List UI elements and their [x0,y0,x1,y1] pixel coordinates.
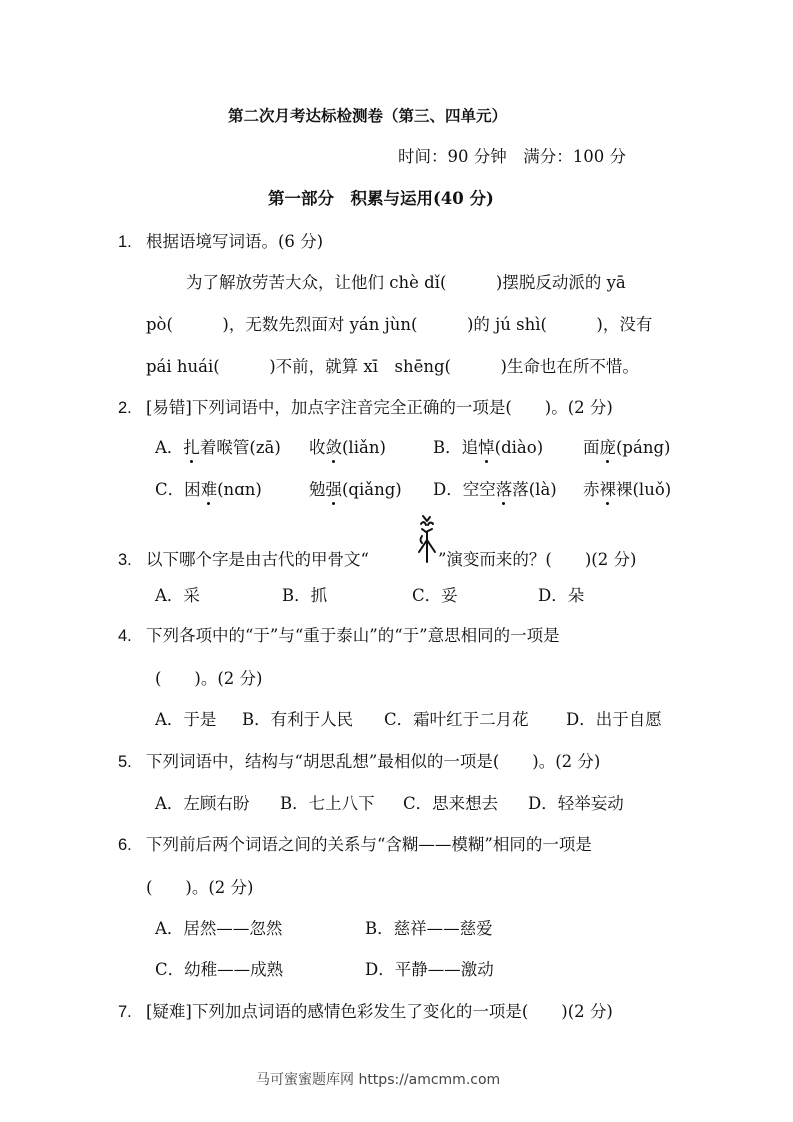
option-d: D．平静——激动 [365,960,494,979]
option-c: C．霜叶红于二月花 [384,710,529,729]
question-stem: 下列各项中的“于”与“重于泰山”的“于”意思相同的一项是 [146,626,560,645]
passage-line: pái huái( )不前，就算 xī shēng( )生命也在所不惜。 [146,357,639,376]
option-c: C．幼稚——成熟 [155,960,284,979]
question-stem-part1: 以下哪个字是由古代的甲骨文“ [146,550,369,569]
passage-line: 为了解放劳苦大众，让他们 chè dǐ( )摆脱反动派的 yā [186,273,626,292]
option-c: C．困难(nɑn) [155,480,262,499]
question-number: 2. [118,399,132,417]
option-b: B．追悼(diào) [433,438,544,457]
dotted-char: 落 [495,480,513,499]
question-number: 5. [118,753,132,771]
question-stem-continued: ( )。(2 分) [155,669,263,688]
question-stem: 根据语境写词语。(6 分) [146,232,324,251]
option-b-word2: 面庞(páng) [583,438,671,457]
question-number: 3. [118,551,132,569]
option-b: B．七上八下 [280,794,375,813]
option-c: C．思来想去 [403,794,499,813]
time-info: 时间：90 分钟 满分：100 分 [398,147,626,166]
footer-watermark: 马可蜜蜜题库网 https://amcmm.com [256,1072,501,1088]
dotted-char: 强 [325,480,342,499]
dotted-char: 庞 [599,438,616,457]
dotted-char: 裸 [599,480,616,499]
option-a-word2: 收敛(liǎn) [309,438,386,457]
option-d: D．轻举妄动 [528,794,624,813]
option-c-word2: 勉强(qiǎng) [309,480,402,499]
dotted-char: 难 [200,480,218,499]
question-stem: 下列前后两个词语之间的关系与“含糊——模糊”相同的一项是 [146,835,592,854]
question-number: 1. [118,233,132,251]
section-title: 第一部分 积累与运用(40 分) [268,189,494,208]
option-c: C．妥 [412,586,458,605]
exam-title: 第二次月考达标检测卷（第三、四单元） [228,106,508,125]
option-b: B．有利于人民 [242,710,354,729]
option-d: D．朵 [538,586,585,605]
question-stem: [疑难]下列加点词语的感情色彩发生了变化的一项是( )(2 分) [146,1002,613,1021]
option-a: A．采 [155,586,200,605]
option-d: D．空空落落(là) [433,480,557,499]
option-b: B．慈祥——慈爱 [365,919,493,938]
question-stem: [易错]下列词语中，加点字注音完全正确的一项是( )。(2 分) [146,398,613,417]
question-number: 7. [118,1003,132,1021]
option-a: A．于是 [155,710,217,729]
question-stem-continued: ( )。(2 分) [146,878,254,897]
dotted-char: 扎 [183,438,200,457]
oracle-bone-glyph-image [414,512,440,568]
option-b: B．抓 [282,586,328,605]
option-a: A．扎着喉管(zā) [155,438,281,457]
question-number: 4. [118,627,132,645]
option-d-word2: 赤裸裸(luǒ) [583,480,672,499]
dotted-char: 悼 [478,438,495,457]
option-a: A．居然——忽然 [155,919,283,938]
option-a: A．左顾右盼 [155,794,250,813]
passage-line: pò( )，无数先烈面对 yán jùn( )的 jú shì( )，没有 [146,315,653,334]
option-d: D．出于自愿 [566,710,662,729]
question-stem: 下列词语中，结构与“胡思乱想”最相似的一项是( )。(2 分) [146,752,601,771]
dotted-char: 敛 [325,438,342,457]
question-number: 6. [118,836,132,854]
question-stem-part2: ”演变而来的？( )(2 分) [438,550,637,569]
